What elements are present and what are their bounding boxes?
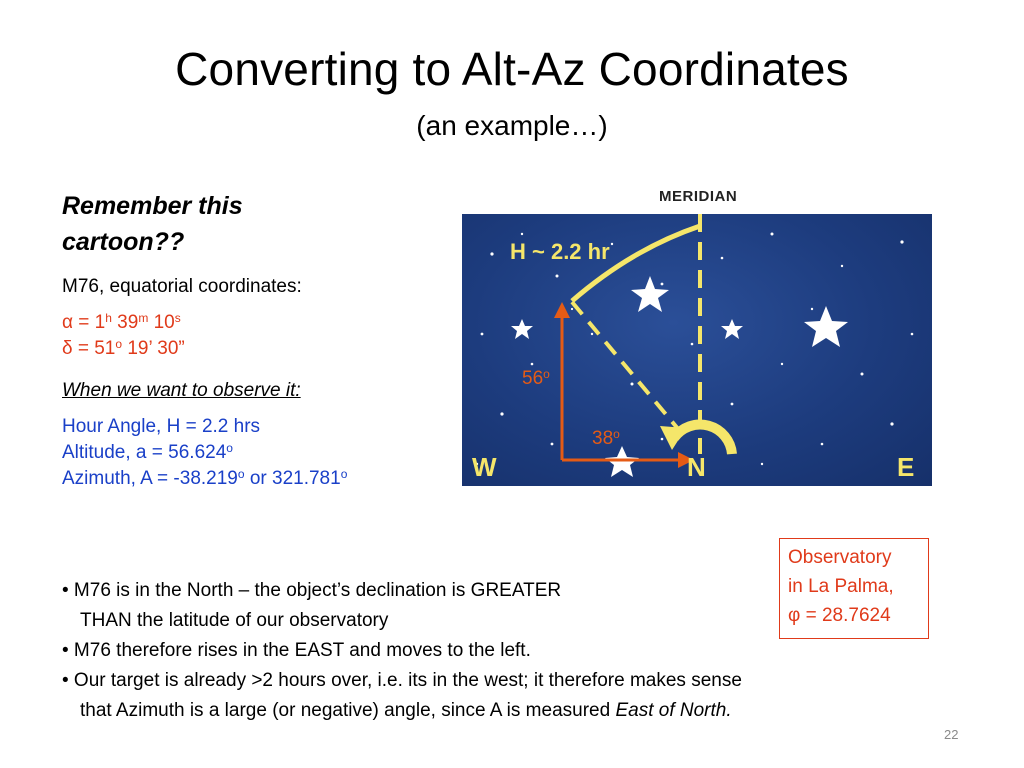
slide-subtitle: (an example…) [416,110,608,141]
remember-line-2: cartoon?? [62,228,185,256]
phi-rest: = 28.7624 [800,605,891,626]
azimuth-angle-label [592,428,620,450]
azimuth-o1: o [237,467,245,481]
azimuth-prefix: Azimuth, A = -38.219 [62,468,238,489]
bullet-list [62,576,942,726]
declination [62,336,442,362]
alpha-s: s [174,311,181,325]
alpha-symbol: α [62,312,73,333]
alpha-s-val: 10 [148,312,175,333]
star-5 [511,319,533,339]
altitude-o: o [226,441,233,455]
bullet-3-cont [62,696,942,726]
delta-o: o [115,337,123,351]
alt-o: o [543,367,550,381]
sky-cartoon [462,214,932,486]
remember-line-1: Remember this [62,192,243,220]
azimuth-mid: or 321.781 [244,468,341,489]
west-label: W [472,452,497,482]
east-label: E [897,452,915,482]
altitude-angle-label [522,368,550,390]
star-4 [721,319,743,339]
bullet-2: • M76 therefore rises in the EAST and moves to the left. [62,640,531,661]
right-ascension [62,310,442,336]
meridian-label: MERIDIAN [659,188,738,205]
az-value: 38 [592,428,614,449]
delta-symbol: δ [62,338,73,359]
alt-value: 56 [522,368,544,389]
altitude-arrowhead [554,302,570,318]
hour-angle: Hour Angle, H = 2.2 hrs [62,416,261,437]
alpha-prefix: = 1 [72,312,106,333]
small-stars [476,233,914,466]
observatory-line-2: in La Palma, [788,576,894,597]
left-column [62,188,442,492]
observe-heading: When we want to observe it: [62,380,301,401]
object-line [572,302,684,436]
az-o: o [613,427,620,441]
object-line: M76, equatorial coordinates: [62,276,302,297]
motion-arrowhead [660,426,686,450]
alpha-m: m [138,311,149,325]
alpha-mid: 39 [111,312,139,333]
sky-diagram [462,214,932,486]
altitude-prefix: Altitude, a = 56.624 [62,442,227,463]
alpha-h: h [105,311,112,325]
star-1 [631,276,669,312]
delta-rest: 19’ 30” [122,338,185,359]
bullet-3-emphasis: East of North. [615,700,732,721]
north-label: N [687,452,706,482]
hour-angle-label: H ~ 2.2 hr [510,239,610,264]
azimuth-o2: o [340,467,348,481]
star-2 [804,306,848,347]
delta-prefix: = 51 [72,338,116,359]
bullet-3: • Our target is already >2 hours over, i.e. its in the west; it therefore makes sense [62,670,742,691]
phi-symbol: φ [788,605,801,626]
altitude [62,440,442,466]
page-number: 22 [944,727,959,742]
observatory-line-1: Observatory [788,547,892,568]
bullet-1: • M76 is in the North – the object’s declination is GREATER [62,580,562,601]
bullet-3-cont-text: that Azimuth is a large (or negative) angle, since A is measured [80,700,616,721]
slide-title: Converting to Alt-Az Coordinates [175,43,849,95]
azimuth [62,466,442,492]
bullet-1-cont: THAN the latitude of our observatory [80,610,389,631]
